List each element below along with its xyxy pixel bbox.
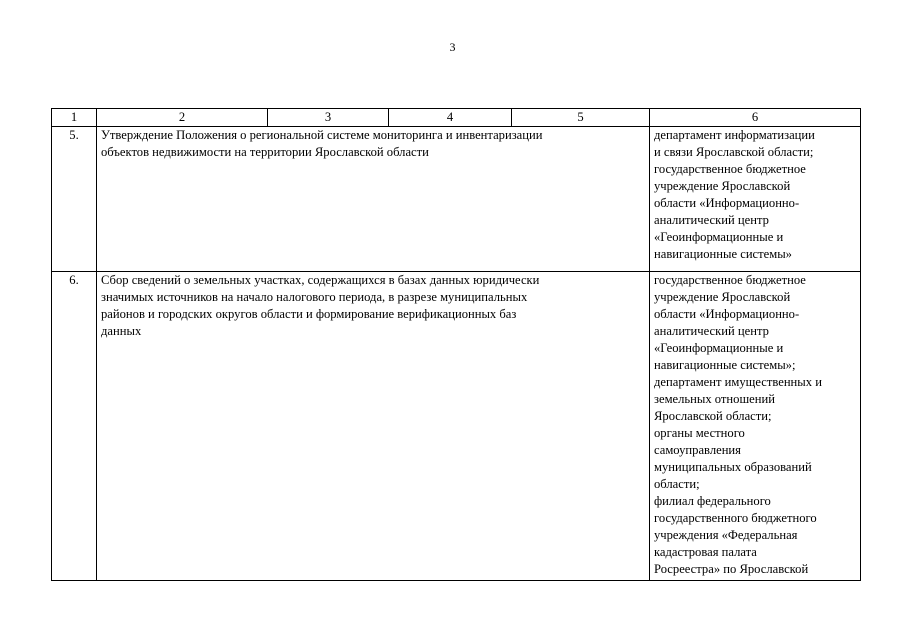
header-col-1: 1	[52, 109, 97, 127]
row-number: 5.	[52, 127, 97, 272]
responsible-line: государственное бюджетное	[654, 162, 806, 176]
header-col-2: 2	[97, 109, 268, 127]
responsible-line: Ярославской области;	[654, 409, 772, 423]
responsible-line: «Геоинформационные и	[654, 341, 784, 355]
responsible-line: области;	[654, 477, 700, 491]
description-line: Сбор сведений о земельных участках, содержащихся в базах данных юридически	[101, 273, 540, 287]
responsible-line: государственное бюджетное	[654, 273, 806, 287]
responsible-line: департамент имущественных и	[654, 375, 822, 389]
responsible-line: муниципальных образований	[654, 460, 812, 474]
responsible-line: навигационные системы»;	[654, 358, 796, 372]
row-number: 6.	[52, 272, 97, 581]
responsible-line: «Геоинформационные и	[654, 230, 784, 244]
responsible-line: государственного бюджетного	[654, 511, 817, 525]
responsible-line: земельных отношений	[654, 392, 775, 406]
responsible-line: Росреестра» по Ярославской	[654, 562, 809, 576]
description-line: Утверждение Положения о региональной системе мониторинга и инвентаризации	[101, 128, 543, 142]
responsible-line: органы местного	[654, 426, 745, 440]
measure-description	[97, 272, 650, 581]
responsible-line: департамент информатизации	[654, 128, 815, 142]
page-number: 3	[449, 40, 456, 54]
responsible-line: области «Информационно-	[654, 307, 800, 321]
responsible-line: и связи Ярославской области;	[654, 145, 814, 159]
description-line: данных	[101, 324, 142, 338]
header-col-4: 4	[389, 109, 512, 127]
responsible-line: филиал федерального	[654, 494, 771, 508]
table-row	[52, 127, 861, 272]
responsible-line: аналитический центр	[654, 324, 769, 338]
responsible-line: учреждения «Федеральная	[654, 528, 798, 542]
responsible-line: навигационные системы»	[654, 247, 792, 261]
header-col-6: 6	[650, 109, 861, 127]
measure-description	[97, 127, 650, 272]
description-line: районов и городских округов области и формирование верификационных баз	[101, 307, 517, 321]
responsible-executors	[650, 272, 861, 581]
measures-table	[51, 108, 861, 581]
responsible-line: учреждение Ярославской	[654, 290, 791, 304]
responsible-line: аналитический центр	[654, 213, 769, 227]
responsible-line: самоуправления	[654, 443, 741, 457]
description-line: значимых источников на начало налогового периода, в разрезе муниципальных	[101, 290, 528, 304]
description-line: объектов недвижимости на территории Ярославской области	[101, 145, 429, 159]
header-col-5: 5	[512, 109, 650, 127]
responsible-line: кадастровая палата	[654, 545, 757, 559]
responsible-executors	[650, 127, 861, 272]
header-col-3: 3	[268, 109, 389, 127]
table-header-row	[52, 109, 861, 127]
table-row	[52, 272, 861, 581]
responsible-line: области «Информационно-	[654, 196, 800, 210]
responsible-line: учреждение Ярославской	[654, 179, 791, 193]
